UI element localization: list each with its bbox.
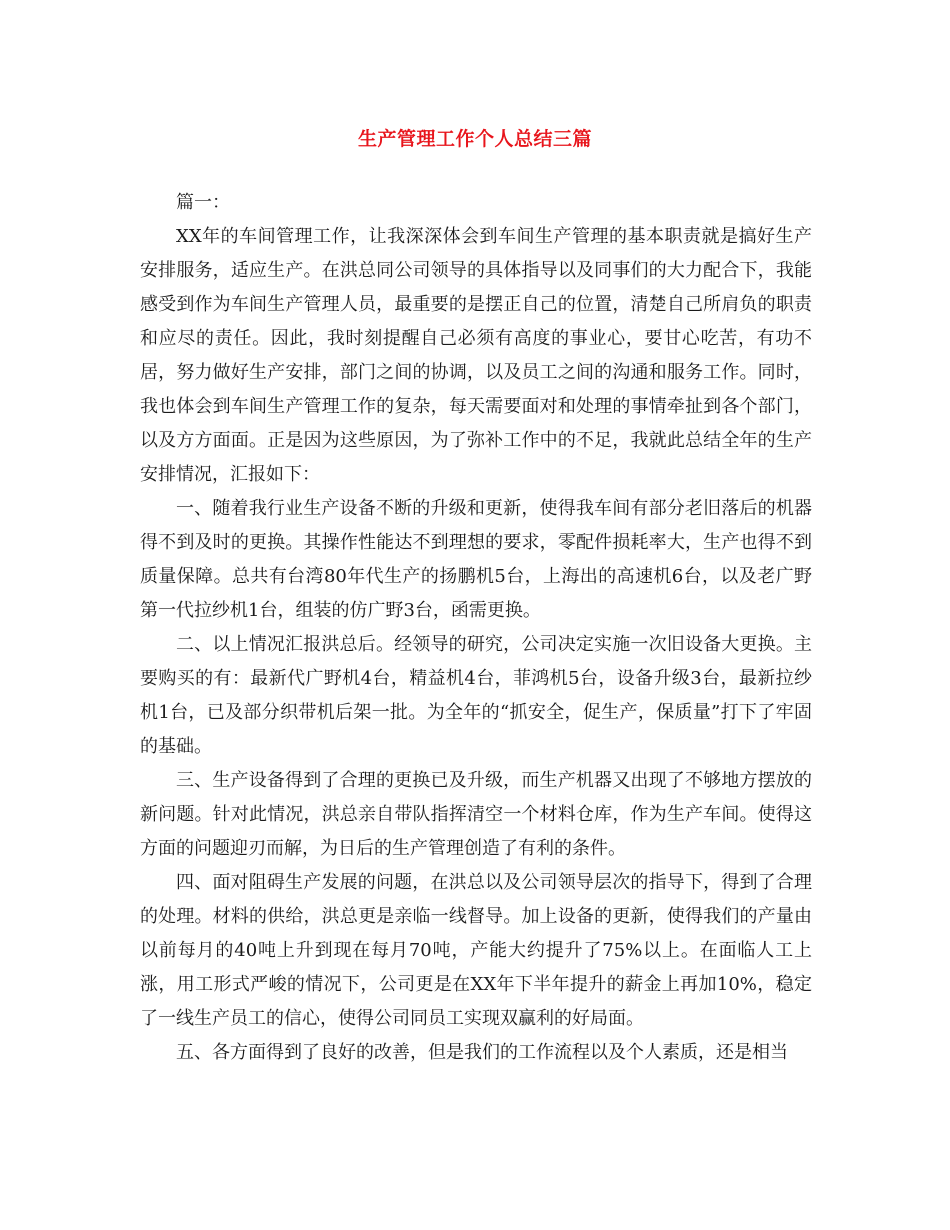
paragraph-item-2: 二、以上情况汇报洪总后。经领导的研究，公司决定实施一次旧设备大更换。主要购买的有：最新代广野机4台，精益机4台，菲鸿机5台，设备升级3台，最新拉纱机1台，已及部分织带机后架一批。为全年的“抓安全，促生产，保质量”打下了牢固的基础。 <box>140 634 812 757</box>
section-label: 篇一： <box>176 192 230 213</box>
paragraph-intro: XX年的车间管理工作，让我深深体会到车间生产管理的基本职责就是搞好生产安排服务，适应生产。在洪总同公司领导的具体指导以及同事们的大力配合下，我能感受到作为车间生产管理人员，最重要的是摆正自己的位置，清楚自己所肩负的职责和应尽的责任。因此，我时刻提醒自己必须有高度的事业心，要甘心吃苦，有功不居，努力做好生产安排，部门之间的协调，以及员工之间的沟通和服务工作。同时，我也体会到车间生产管理工作的复杂，每天需要面对和处理的事情牵扯到各个部门，以及方方面面。正是因为这些原因，为了弥补工作中的不足，我就此总结全年的生产安排情况，汇报如下： <box>140 226 812 485</box>
paragraph-item-4: 四、面对阻碍生产发展的问题，在洪总以及公司领导层次的指导下，得到了合理的处理。材料的供给，洪总更是亲临一线督导。加上设备的更新，使得我们的产量由以前每月的40吨上升到现在每月70吨，产能大约提升了75%以上。在面临人工上涨，用工形式严峻的情况下，公司更是在XX年下半年提升的薪金上再加10%，稳定了一线生产员工的信心，使得公司同员工实现双赢利的好局面。 <box>140 872 812 1029</box>
paragraph-item-1: 一、随着我行业生产设备不断的升级和更新，使得我车间有部分老旧落后的机器得不到及时的更换。其操作性能达不到理想的要求，零配件损耗率大，生产也得不到质量保障。总共有台湾80年代生产的扬鹏机5台，上海出的高速机6台，以及老广野第一代拉纱机1台，组装的仿广野3台，函需更换。 <box>140 498 812 621</box>
paragraph-item-3: 三、生产设备得到了合理的更换已及升级，而生产机器又出现了不够地方摆放的新问题。针对此情况，洪总亲自带队指挥清空一个材料仓库，作为生产车间。使得这方面的问题迎刃而解，为日后的生产管理创造了有利的条件。 <box>140 770 812 859</box>
paragraph-item-5: 五、各方面得到了良好的改善，但是我们的工作流程以及个人素质，还是相当 <box>176 1042 788 1063</box>
document-title: 生产管理工作个人总结三篇 <box>357 128 592 150</box>
document-body <box>140 186 812 1070</box>
